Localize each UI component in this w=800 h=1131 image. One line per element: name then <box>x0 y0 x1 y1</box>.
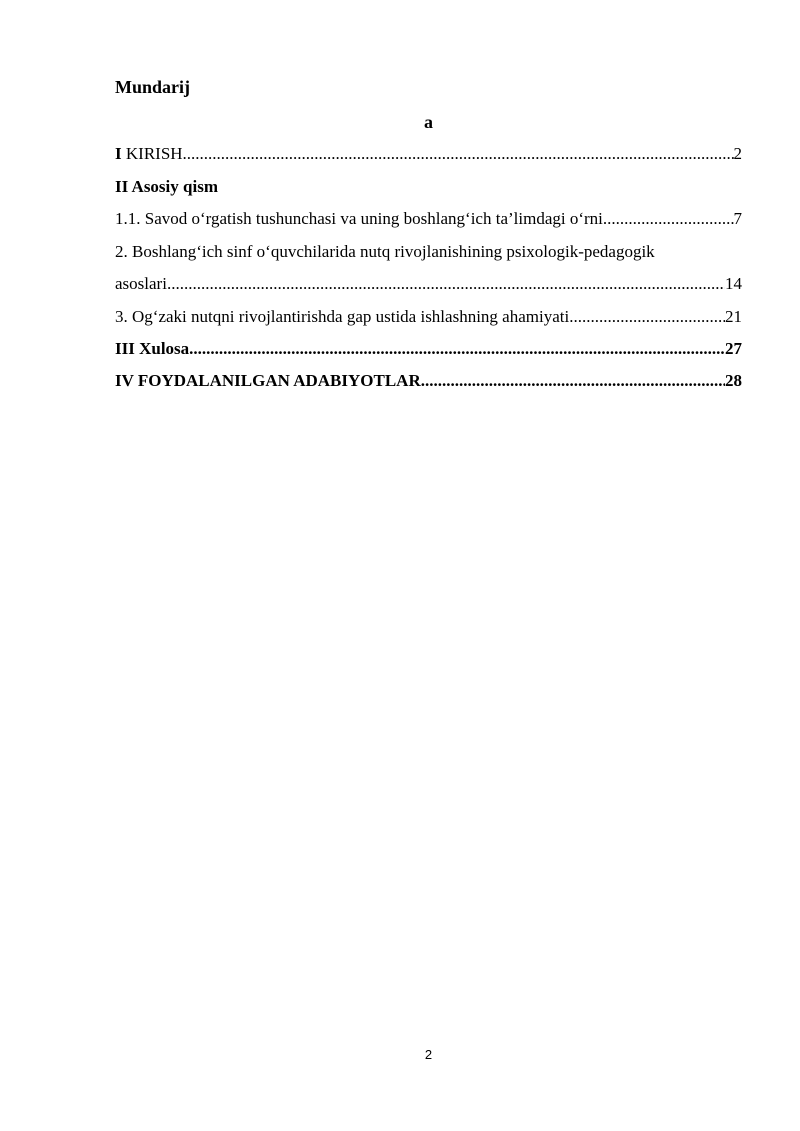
toc-entry-page: 28 <box>725 371 742 390</box>
toc-entry-title: III Xulosa <box>115 339 190 358</box>
toc-entry-3[interactable] <box>115 306 742 328</box>
toc-entry-title: 1.1. Savod o‘rgatish tushunchasi va uning boshlang‘ich ta’limdagi o‘rni <box>115 209 603 228</box>
toc-section-heading-asosiy: II Asosiy qism <box>115 177 218 196</box>
toc-entry-page: 14 <box>725 274 742 293</box>
toc-entry-page: 7 <box>733 209 742 228</box>
dot-leader <box>603 208 734 230</box>
toc-entry-title: 3. Og‘zaki nutqni rivojlantirishda gap ustida ishlashning ahamiyati <box>115 307 570 326</box>
toc-entry-page: 27 <box>725 339 742 358</box>
toc-entry-prefix: I <box>115 144 122 163</box>
dot-leader <box>189 338 725 360</box>
toc-entry-title: IV FOYDALANILGAN ADABIYOTLAR <box>115 371 421 390</box>
toc-entry-kirish[interactable] <box>115 143 742 165</box>
toc-entry-page: 21 <box>725 307 742 326</box>
toc-entry-xulosa[interactable] <box>115 338 742 360</box>
dot-leader <box>421 370 725 392</box>
toc-heading-continuation: a <box>424 112 433 132</box>
page-number: 2 <box>424 1047 433 1062</box>
toc-entry-title: KIRISH <box>121 144 183 163</box>
toc-heading: Mundarij <box>115 77 191 97</box>
toc-entry-label <box>115 143 183 165</box>
toc-entry-page: 2 <box>733 144 742 163</box>
toc-entry-title: asoslari <box>115 274 167 293</box>
dot-leader <box>167 273 725 295</box>
toc-entry-1-1[interactable] <box>115 208 742 230</box>
toc-entry-2-line2[interactable] <box>115 273 742 295</box>
dot-leader <box>183 143 734 165</box>
dot-leader <box>569 306 725 328</box>
toc-entry-adabiyotlar[interactable] <box>115 370 742 392</box>
toc-entry-2-line1[interactable]: 2. Boshlang‘ich sinf o‘quvchilarida nutq rivojlanishining psixologik-pedagogik <box>115 242 655 261</box>
